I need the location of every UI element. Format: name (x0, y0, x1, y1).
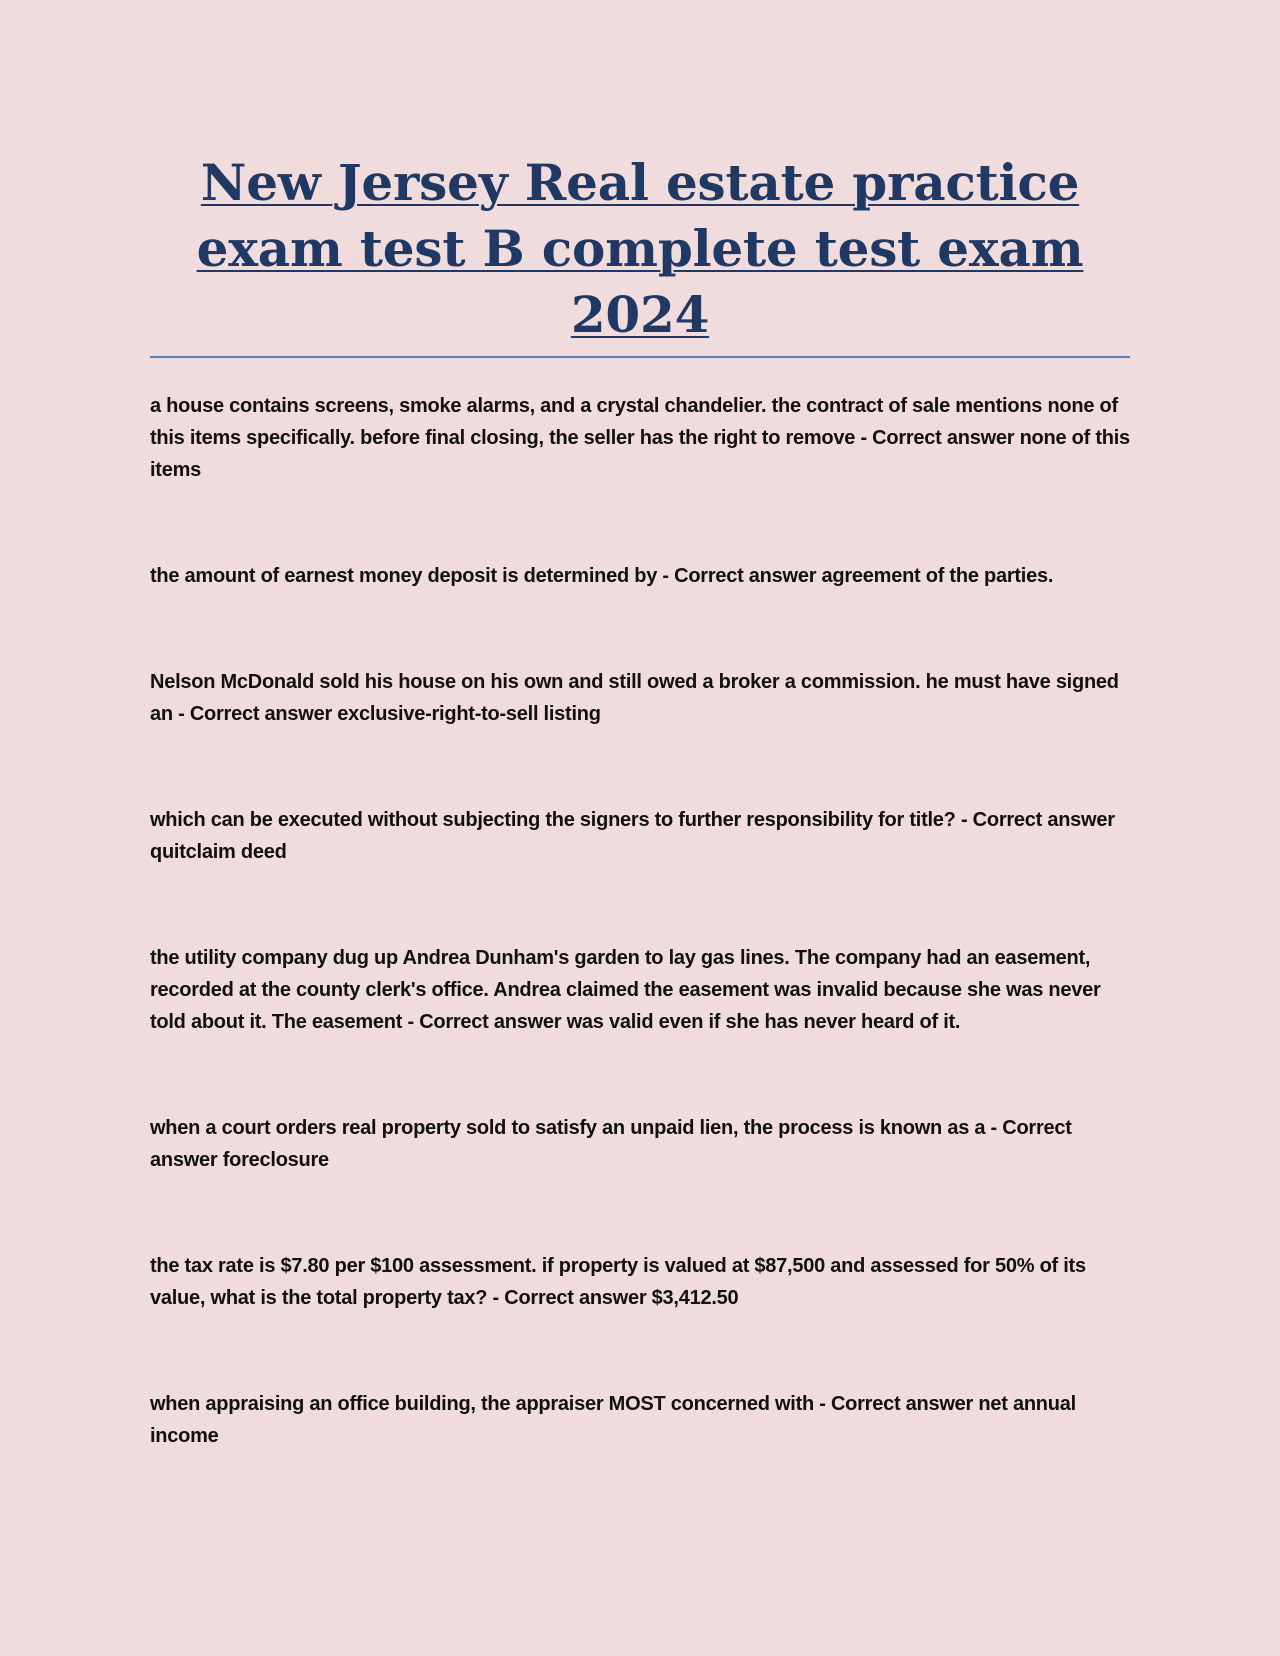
document-title: New Jersey Real estate practice exam test B complete test exam 2024 (196, 153, 1084, 344)
document-page (150, 150, 1130, 1526)
question-item: the tax rate is $7.80 per $100 assessment. if property is valued at $87,500 and assessed for 50% of its value, what is the total property tax? - Correct answer $3,412.50 (150, 1255, 1086, 1309)
question-item: which can be executed without subjecting the signers to further responsibility for title? - Correct answer quitclaim deed (150, 809, 1115, 863)
question-item: the amount of earnest money deposit is determined by - Correct answer agreement of the parties. (150, 565, 1054, 587)
question-item: the utility company dug up Andrea Dunham's garden to lay gas lines. The company had an easement, recorded at the county clerk's office. Andrea claimed the easement was invalid because she was never told about it. The easement - Correct answer was valid even if she has never heard of it. (150, 947, 1101, 1033)
question-item: a house contains screens, smoke alarms, and a crystal chandelier. the contract of sale mentions none of this items specifically. before final closing, the seller has the right to remove - Correct answer none of this items (150, 395, 1130, 481)
question-list (150, 390, 1130, 1452)
question-item: when a court orders real property sold to satisfy an unpaid lien, the process is known as a - Correct answer foreclosure (150, 1117, 1072, 1171)
question-item: when appraising an office building, the appraiser MOST concerned with - Correct answer net annual income (150, 1393, 1076, 1447)
question-item: Nelson McDonald sold his house on his own and still owed a broker a commission. he must have signed an - Correct answer exclusive-right-to-sell listing (150, 671, 1119, 725)
title-divider (150, 356, 1130, 358)
